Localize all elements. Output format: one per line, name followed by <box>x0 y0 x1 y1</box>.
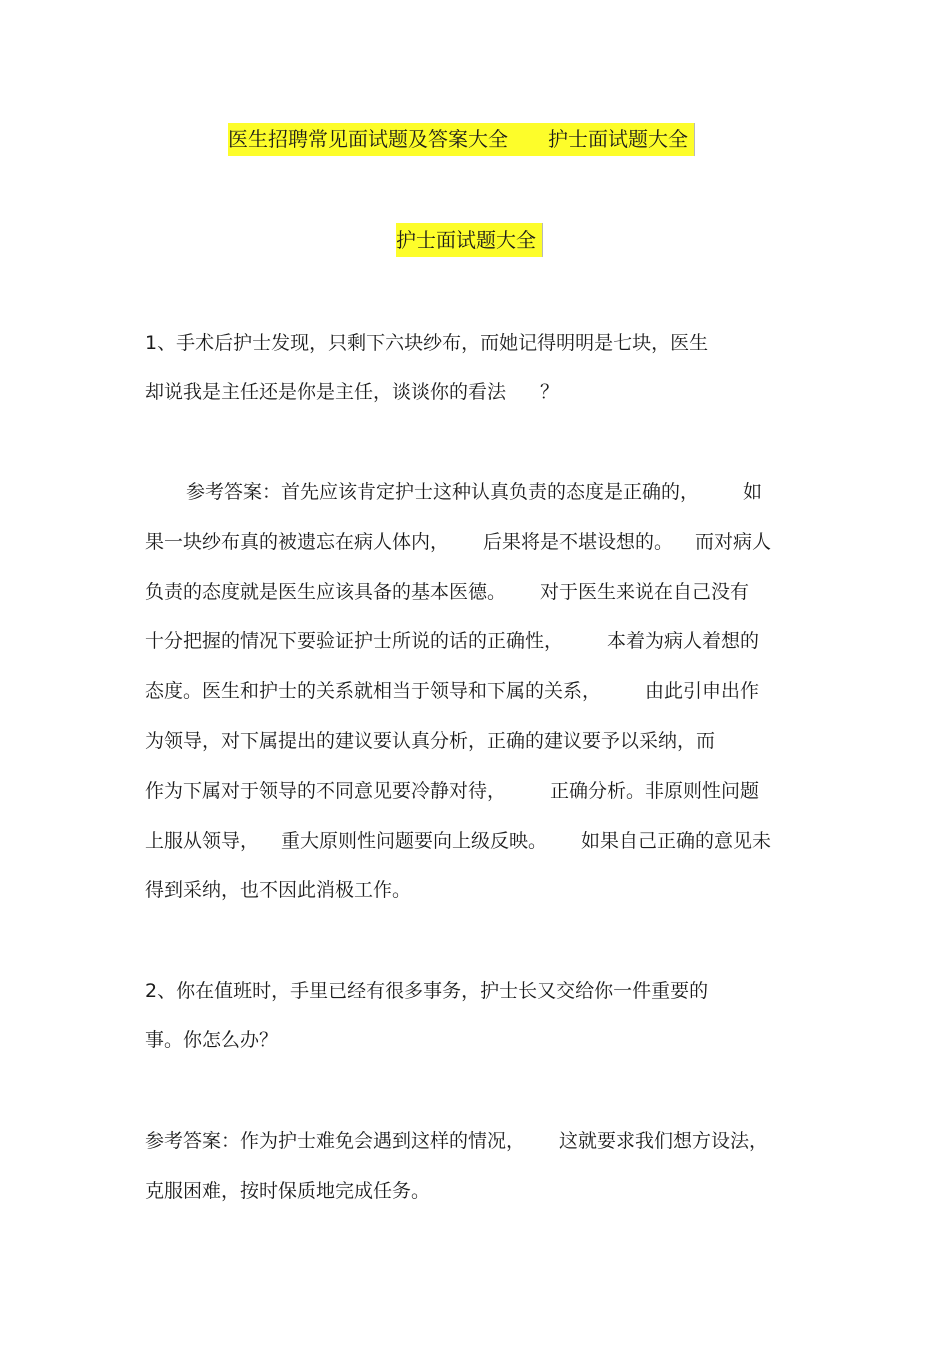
answer-1-line-5-text: 态度。医生和护士的关系就相当于领导和下属的关系， <box>145 680 602 702</box>
question-2-line-2: 事。你怎么办？ <box>145 1029 279 1051</box>
answer-1-line-2-text: 果一块纱布真的被遗忘在病人体内， <box>145 531 450 553</box>
title-part-2: 护士面试题大全 <box>548 127 688 151</box>
answer-1-line-8-tail: 如果自己正确的意见未 <box>581 830 772 852</box>
answer-2-line-1-text: 参考答案：作为护士难免会遇到这样的情况， <box>145 1130 526 1152</box>
answer-1-line-5-tail: 由此引申出作 <box>645 680 760 702</box>
answer-1-line-3 <box>145 579 749 605</box>
answer-1-line-3-tail: 对于医生来说在自己没有 <box>540 581 750 603</box>
document-title <box>228 123 695 156</box>
answer-1-line-3-text: 负责的态度就是医生应该具备的基本医德。 <box>145 581 507 603</box>
question-1-text: 却说我是主任还是你是主任，谈谈你的看法 <box>145 381 507 403</box>
answer-1-line-5 <box>145 678 759 704</box>
question-2-line-1: 2、你在值班时，手里已经有很多事务，护士长又交给你一件重要的 <box>145 980 709 1002</box>
answer-1-line-2-tail: 而对病人 <box>695 531 772 553</box>
answer-2-line-2: 克服困难，按时保质地完成任务。 <box>145 1180 431 1202</box>
answer-1-line-7-tail: 正确分析。非原则性问题 <box>550 780 760 802</box>
answer-1-line-8-text: 上服从领导， <box>145 830 260 852</box>
answer-1-line-4-tail: 本着为病人着想的 <box>607 630 760 652</box>
answer-1-line-2-mid: 后果将是不堪设想的。 <box>483 531 674 553</box>
answer-1-line-7 <box>145 778 759 804</box>
answer-1-line-8 <box>145 828 771 854</box>
answer-2-line-1 <box>145 1128 768 1154</box>
question-1-mark: ？ <box>540 381 560 403</box>
question-1-line-1: 1、手术后护士发现，只剩下六块纱布，而她记得明明是七块，医生 <box>145 332 709 354</box>
answer-1-line-1-tail: 如 <box>743 481 763 503</box>
answer-1-line-2 <box>145 529 771 555</box>
answer-1-line-1 <box>186 479 762 505</box>
document-subtitle: 护士面试题大全 <box>396 223 543 257</box>
answer-1-line-6: 为领导，对下属提出的建议要认真分析，正确的建议要予以采纳，而 <box>145 730 716 752</box>
answer-1-line-4-text: 十分把握的情况下要验证护士所说的话的正确性， <box>145 630 564 652</box>
answer-1-line-1-text: 参考答案：首先应该肯定护士这种认真负责的态度是正确的， <box>186 481 700 503</box>
answer-1-line-8-mid: 重大原则性问题要向上级反映。 <box>281 830 548 852</box>
answer-1-line-7-text: 作为下属对于领导的不同意见要冷静对待， <box>145 780 507 802</box>
answer-2-line-1-tail: 这就要求我们想方设法， <box>559 1130 769 1152</box>
title-part-1: 医生招聘常见面试题及答案大全 <box>228 127 508 151</box>
question-1-line-2 <box>145 379 559 405</box>
answer-1-line-4 <box>145 628 759 654</box>
answer-1-line-9: 得到采纳，也不因此消极工作。 <box>145 879 412 901</box>
